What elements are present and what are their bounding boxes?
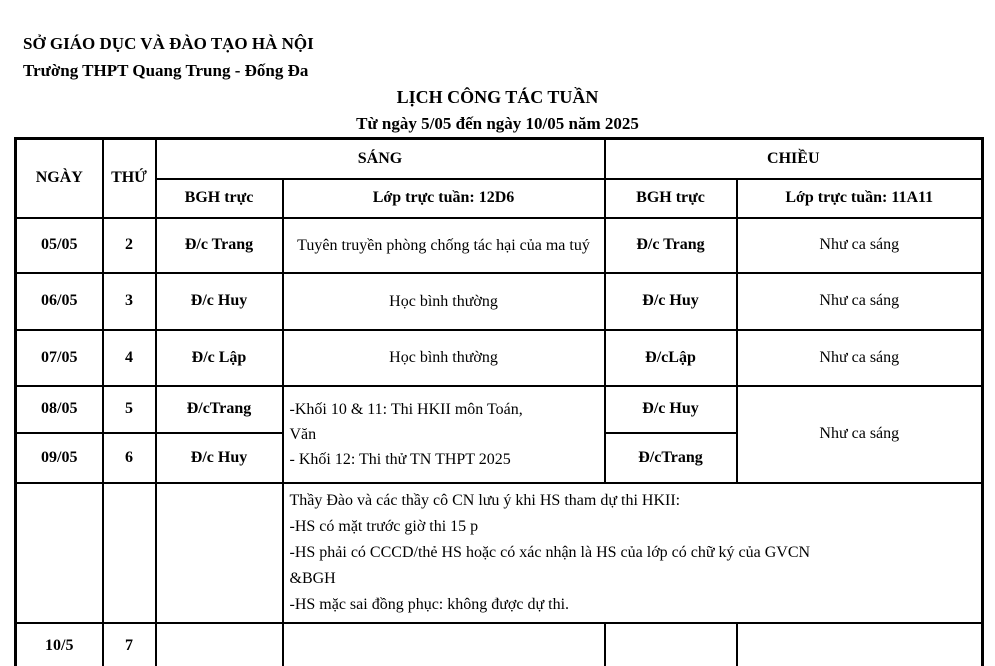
cell-bgh-chieu: Đ/cLập: [605, 330, 737, 386]
header-bgh-truc-chieu: BGH trực: [605, 179, 737, 218]
table-row: [16, 623, 983, 666]
cell-bgh-sang: Đ/c Huy: [156, 273, 283, 330]
cell-bgh-sang: Đ/c Trang: [156, 218, 283, 273]
activity-line: - Khối 12: Thi thử TN THPT 2025: [289, 450, 511, 468]
cell-bgh-chieu: Đ/c Trang: [605, 218, 737, 273]
cell-afternoon-activity: Như ca sáng: [737, 330, 983, 386]
cell-empty: [605, 623, 737, 666]
cell-empty: [156, 483, 283, 623]
cell-morning-activity: Học bình thường: [283, 273, 605, 330]
header-lop-truc-tuan-chieu: Lớp trực tuần: 11A11: [737, 179, 983, 218]
note-line: -HS phải có CCCD/thẻ HS hoặc có xác nhận là HS của lớp có chữ ký của GVCN: [289, 543, 811, 561]
cell-weekday: 2: [103, 218, 156, 273]
date-range-subtitle: Từ ngày 5/05 đến ngày 10/05 năm 2025: [356, 114, 639, 133]
header-thu: THỨ: [103, 139, 156, 218]
table-row: [16, 330, 983, 386]
table-row: [16, 386, 983, 433]
cell-date: 08/05: [16, 386, 103, 433]
page-title: LỊCH CÔNG TÁC TUẦN: [396, 87, 599, 107]
cell-bgh-sang: Đ/cTrang: [156, 386, 283, 433]
cell-bgh-sang: Đ/c Huy: [156, 433, 283, 483]
cell-bgh-chieu: Đ/c Huy: [605, 273, 737, 330]
header-bgh-truc-sang: BGH trực: [156, 179, 283, 218]
cell-empty: [737, 623, 983, 666]
cell-weekday: 6: [103, 433, 156, 483]
cell-date: 05/05: [16, 218, 103, 273]
weekly-schedule-table: [14, 137, 984, 666]
table-row: [16, 273, 983, 330]
cell-date: 09/05: [16, 433, 103, 483]
cell-empty: [103, 483, 156, 623]
note-line: -HS mặc sai đồng phục: không được dự thi.: [289, 595, 570, 613]
cell-morning-activity: Học bình thường: [283, 330, 605, 386]
cell-afternoon-activity: Như ca sáng: [737, 273, 983, 330]
cell-bgh-chieu: Đ/cTrang: [605, 433, 737, 483]
header-sang: SÁNG: [156, 139, 605, 179]
cell-empty: [156, 623, 283, 666]
cell-weekday: 7: [103, 623, 156, 666]
activity-line: Văn: [289, 425, 317, 443]
note-line: Thầy Đào và các thầy cô CN lưu ý khi HS tham dự thi HKII:: [289, 491, 681, 509]
activity-line: -Khối 10 & 11: Thi HKII môn Toán,: [289, 400, 523, 418]
document-header: [0, 0, 995, 137]
cell-afternoon-activity: Như ca sáng: [737, 218, 983, 273]
note-line: -HS có mặt trước giờ thi 15 p: [289, 517, 479, 535]
cell-bgh-sang: Đ/c Lập: [156, 330, 283, 386]
cell-morning-activity-merged: [283, 386, 605, 483]
cell-empty: [283, 623, 605, 666]
cell-date: 06/05: [16, 273, 103, 330]
cell-afternoon-activity-merged: Như ca sáng: [737, 386, 983, 483]
cell-weekday: 4: [103, 330, 156, 386]
cell-weekday: 3: [103, 273, 156, 330]
cell-date: 07/05: [16, 330, 103, 386]
department-name: SỞ GIÁO DỤC VÀ ĐÀO TẠO HÀ NỘI: [23, 34, 314, 53]
header-lop-truc-tuan-sang: Lớp trực tuần: 12D6: [283, 179, 605, 218]
notes-row: [16, 483, 983, 623]
exam-notes-cell: [283, 483, 983, 623]
header-chieu: CHIỀU: [605, 139, 983, 179]
cell-morning-activity: Tuyên truyền phòng chống tác hại của ma tuý: [283, 218, 605, 273]
school-name: Trường THPT Quang Trung - Đống Đa: [23, 61, 309, 80]
cell-date: 10/5: [16, 623, 103, 666]
header-ngay: NGÀY: [16, 139, 103, 218]
table-row: [16, 218, 983, 273]
cell-weekday: 5: [103, 386, 156, 433]
cell-empty: [16, 483, 103, 623]
cell-bgh-chieu: Đ/c Huy: [605, 386, 737, 433]
note-line: &BGH: [289, 569, 336, 587]
